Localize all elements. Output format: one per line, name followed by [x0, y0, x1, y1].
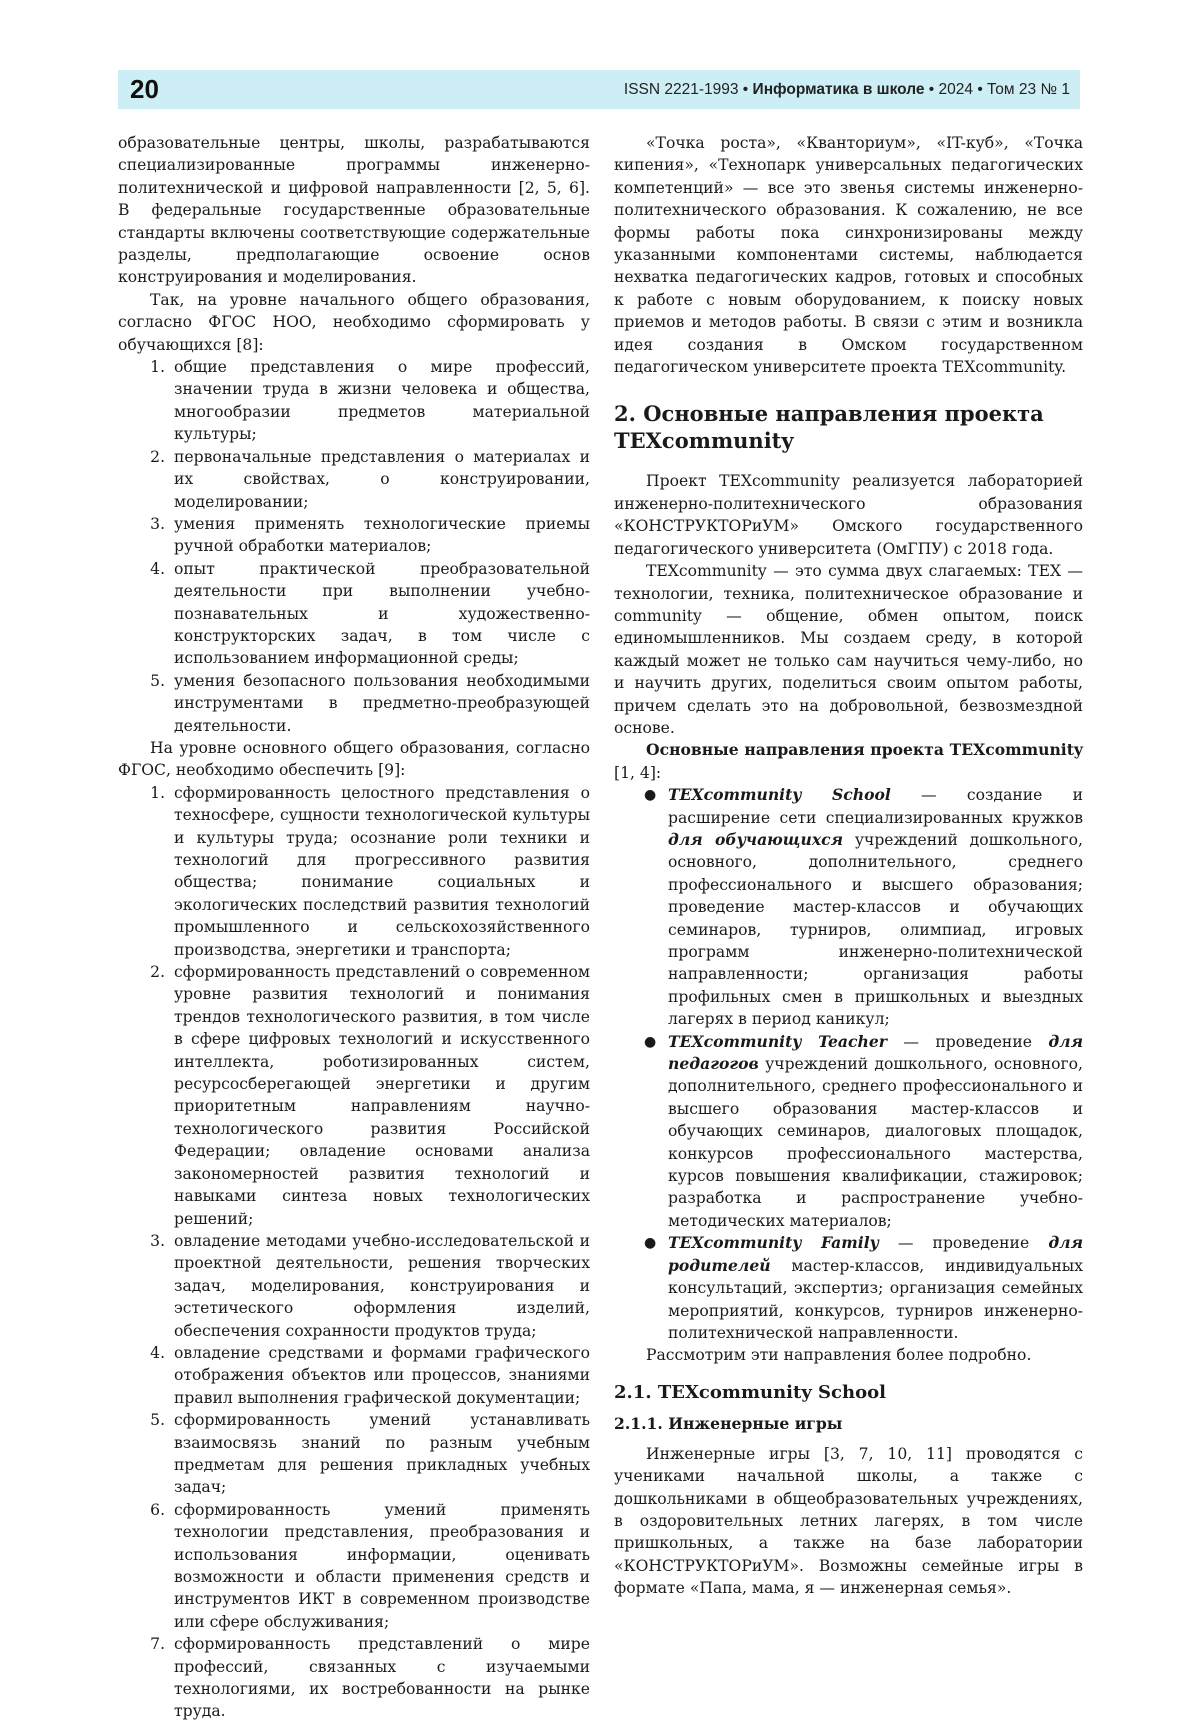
list-item: 7. сформированность представлений о мире профессий, связанных с изучаемыми технологиями, их востребованности на рынке труда. [170, 1633, 590, 1723]
direction-audience: для педагогов [668, 1031, 1083, 1074]
page-number: 20 [130, 74, 159, 104]
paragraph: «Точка роста», «Кванториум», «IT-куб», «Точка кипения», «Технопарк универсальных педагогических компетенций» — все это звенья системы инженерно-политехнического образования. К сожалению, не все формы работы пока синхронизированы между указанными компонентами системы, наблюдается нехватка педагогических кадров, готовых и способных к работе с новым оборудованием, к поиску новых приемов и методов работы. В связи с этим и возникла идея создания в Омском государственном педагогическом университете проекта TEXcommunity. [614, 134, 1083, 377]
bullet-icon: ● [644, 1235, 657, 1252]
subsection-heading: 2.1. TEXcommunity School [614, 1381, 886, 1403]
direction-audience: для родителей [668, 1233, 1083, 1275]
list-item: 2. сформированность представлений о современном уровне развития технологий и понимания трендов технологического развития, в том числе в сфере цифровых технологий и искусственного интеллекта, роботизированных систем, ресурсосберегающей энергетики и другим приоритетным направлениям научно-технологического развития Российской Федерации; овладение основами анализа закономерностей развития технологий и навыками синтеза новых технологических решений; [170, 961, 590, 1230]
section-heading: 2. Основные направления проекта TEXcommunity [614, 401, 1044, 454]
list-item: 6. сформированность умений применять технологии представления, преобразования и использования информации, оценивать возможности и области применения средств и инструментов ИКТ в современном производстве или сфере обслуживания; [170, 1499, 590, 1633]
paragraph: Так, на уровне начального общего образования, согласно ФГОС НОО, необходимо сформировать у обучающихся [8]: [118, 290, 590, 354]
direction-term: TEXcommunity Teacher [668, 1031, 887, 1051]
direction-text: — создание и расширение сети специализированных кружков [668, 786, 1083, 827]
directions-list [614, 784, 1083, 1344]
journal-info [624, 79, 1070, 101]
directions-lead: Основные направления проекта TEXcommunity [646, 740, 1083, 760]
direction-text: мастер-классов, индивидуальных консультаций, экспертиз; организация семейных мероприятий, конкурсов, турниров инженерно-политехнической направленности. [668, 1256, 1083, 1342]
running-header [118, 70, 1080, 109]
paragraph: Рассмотрим эти направления более подробно. [646, 1346, 1032, 1365]
subsubsection-heading: 2.1.1. Инженерные игры [614, 1413, 843, 1433]
paragraph: На уровне основного общего образования, согласно ФГОС, необходимо обеспечить [9]: [118, 738, 590, 780]
list-item: 3. умения применять технологические приемы ручной обработки материалов; [170, 513, 590, 558]
list-item: 5. сформированность умений устанавливать взаимосвязь знаний по разным учебным предметам для решения прикладных учебных задач; [170, 1409, 590, 1499]
direction-text: — проведение [887, 1032, 1049, 1051]
list-item: 4. овладение средствами и формами графического отображения объектов или процессов, знаниями правил выполнения графической документации; [170, 1342, 590, 1409]
paragraph: образовательные центры, школы, разрабатываются специализированные программы инженерно-политехнической и цифровой направленности [2, 5, 6]. В федеральные государственные образовательные стандарты включены соответствующие содержательные разделы, предполагающие освоение основ конструирования и моделирования. [118, 134, 590, 287]
direction-audience: для обучающихся [668, 829, 844, 849]
citation: [1, 4]: [614, 763, 662, 782]
direction-term: TEXcommunity School [668, 785, 891, 805]
paragraph: TEXcommunity — это сумма двух слагаемых: TEX — технологии, техника, политехническое образование и community — общение, обмен опытом, поиск единомышленников. Мы создаем среду, в которой каждый может не только сам научиться чему-либо, но и научить других, поделиться своим опытом работы, причем сделать это на добровольной, безвозмездной основе. [614, 562, 1083, 737]
journal-title: Информатика в школе [752, 81, 925, 98]
list-primary-education [118, 356, 590, 737]
direction-text: — проведение [878, 1234, 1049, 1253]
issn: ISSN 2221-1993 • [623, 81, 749, 98]
paragraph: Проект TEXcommunity реализуется лабораторией инженерно-политехнического образования «КОНСТРУКТОРиУМ» Омского государственного педагогического университета (ОмГПУ) с 2018 года. [614, 472, 1083, 558]
list-item: 4. опыт практической преобразовательной деятельности при выполнении учебно-познавательных и художественно-конструкторских задач, в том числе с использованием информационной среды; [170, 558, 590, 670]
paragraph [614, 739, 1083, 784]
list-item: 2. первоначальные представления о материалах и их свойствах, о конструировании, моделировании; [170, 446, 590, 513]
bullet-icon: ● [644, 1033, 657, 1050]
list-item [644, 784, 1083, 1030]
right-column [614, 132, 1083, 1600]
bullet-icon: ● [644, 787, 657, 804]
list-item: 1. сформированность целостного представления о техносфере, сущности технологической культуры и культуры труда; осознание роли техники и технологий для прогрессивного развития общества; понимание социальных и экологических последствий развития технологий промышленного и сельскохозяйственного производства, энергетики и транспорта; [170, 782, 590, 961]
list-basic-education [118, 782, 590, 1723]
direction-term: TEXcommunity Family [668, 1233, 879, 1253]
list-item [644, 1232, 1083, 1344]
direction-text: учреждений дошкольного, основного, дополнительного, среднего профессионального и высшего образования мастер-классов и обучающих семинаров, диалоговых площадок, конкурсов профессионального мастерства, курсов повышения квалификации, стажировок; разработка и распространение учебно-методических материалов; [668, 1055, 1083, 1230]
left-column [118, 132, 590, 1723]
list-item: 3. овладение методами учебно-исследовательской и проектной деятельности, решения творческих задач, моделирования, конструирования и эстетического оформления изделий, обеспечения сохранности продуктов труда; [170, 1230, 590, 1342]
list-item: 1. общие представления о мире профессий, значении труда в жизни человека и общества, многообразии предметов материальной культуры; [170, 356, 590, 446]
direction-text: учреждений дошкольного, основного, дополнительного, среднего профессионального и высшего образования; проведение мастер-классов и обучающих семинаров, турниров, олимпиад, игровых программ инженерно-политехнической направленности; организация работы профильных смен в пришкольных и выездных лагерях в период каникул; [668, 830, 1083, 1029]
list-item [644, 1031, 1083, 1233]
paragraph: Инженерные игры [3, 7, 10, 11] проводятся с учениками начальной школы, а также с дошкольниками в общеобразовательных учреждениях, в оздоровительных летних лагерях, в том числе пришкольных, а также на базе лаборатории «КОНСТРУКТОРиУМ». Возможны семейные игры в формате «Папа, мама, я — инженерная семья». [614, 1444, 1083, 1598]
issue-info: • 2024 • Том 23 № 1 [928, 81, 1070, 98]
list-item: 5. умения безопасного пользования необходимыми инструментами в предметно-преобразующей деятельности. [170, 670, 590, 737]
